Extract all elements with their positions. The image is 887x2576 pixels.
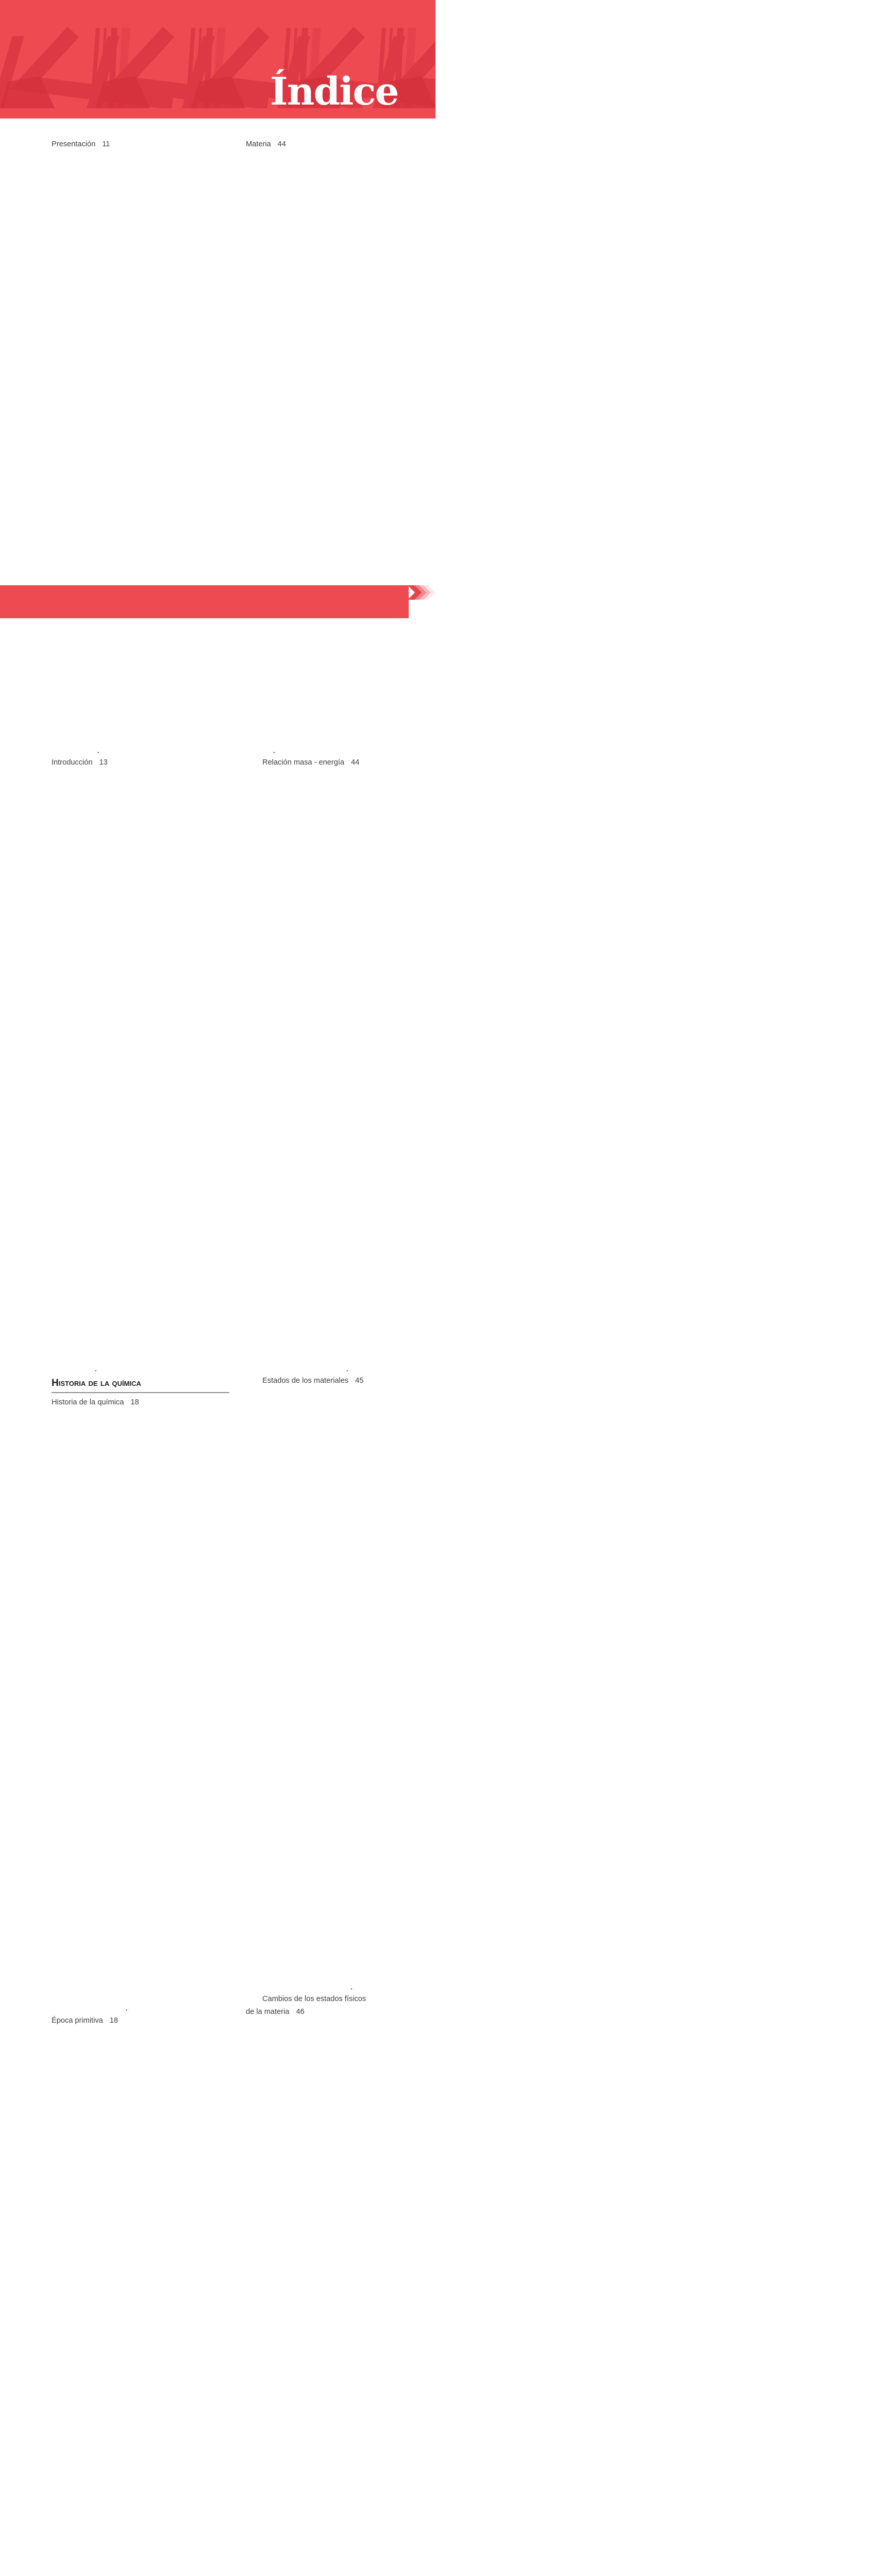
toc-page-number: 46: [296, 2006, 771, 2576]
toc-entry-label: Presentación: [52, 138, 95, 151]
toc-entry: [246, 1375, 414, 1993]
toc-entry: [52, 138, 222, 756]
header-banner: [0, 0, 436, 118]
toc-page-number: 11: [102, 138, 577, 756]
toc-page-number: 18: [110, 2014, 584, 2576]
toc-page-number: 18: [130, 1396, 605, 2014]
toc-entry-label: Introducción: [52, 756, 93, 769]
toc-entry: [246, 2006, 414, 2576]
dot-leader: [350, 1988, 354, 1990]
dot-leader: [346, 1370, 349, 1371]
triple-chevron-right-icon: [408, 584, 440, 601]
toc-entry-label: Materia: [246, 138, 271, 151]
dot-leader: [97, 752, 101, 753]
dot-leader: [95, 1370, 98, 1371]
toc-column-right: [246, 138, 414, 2576]
toc-entry: [246, 1993, 414, 2006]
toc-entry: [52, 2014, 222, 2576]
toc-entry-label: Relación masa - energía: [262, 756, 344, 769]
toc-entry-label: Estados de los materiales: [262, 1375, 348, 1387]
toc-section-heading: [52, 1377, 229, 1393]
toc-entry-label: Época primitiva: [52, 2014, 103, 2027]
page-title: Índice: [270, 66, 398, 117]
toc-page-number: 44: [278, 138, 752, 756]
toc-column-left: [52, 138, 222, 2576]
toc-entry: [52, 756, 222, 1375]
toc-entry: [52, 1396, 222, 2014]
toc-entry: [246, 756, 414, 1375]
toc-page-number: 13: [99, 756, 574, 1375]
toc-entry-label: Cambios de los estados físicos: [262, 1993, 366, 2006]
toc-page-number: 44: [351, 756, 826, 1375]
toc-section-heading-text: Historia de la química: [52, 1377, 141, 1390]
toc-entry: [246, 138, 414, 756]
footer-bar: [0, 585, 409, 618]
dot-leader: [273, 752, 276, 753]
toc-page-number: 45: [355, 1375, 830, 1993]
index-page: [0, 0, 475, 618]
toc-entry-label: Historia de la química: [52, 1396, 124, 1409]
dot-leader: [126, 2009, 129, 2011]
toc-entry-label: de la materia: [246, 2006, 289, 2019]
